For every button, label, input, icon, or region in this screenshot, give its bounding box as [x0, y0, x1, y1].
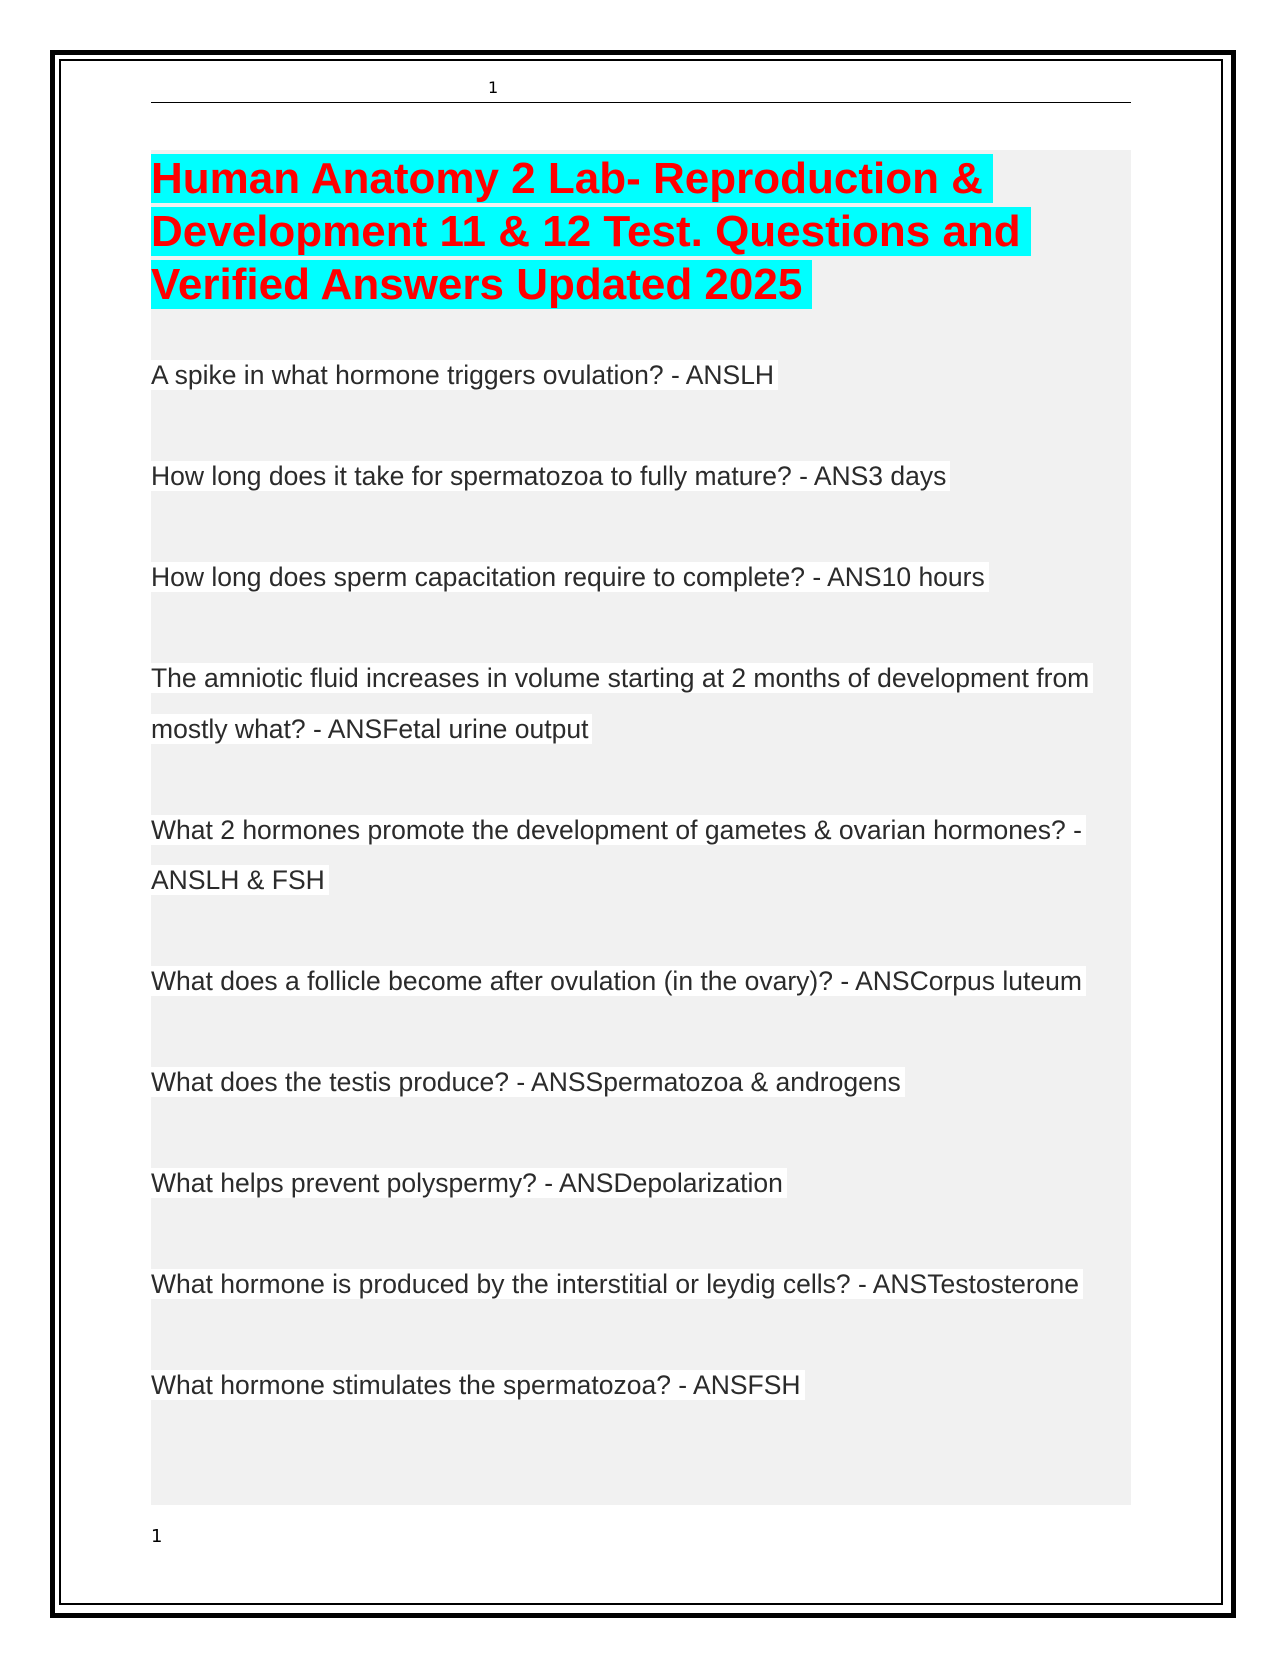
qa-item — [151, 350, 1131, 401]
qa-item — [151, 1057, 1131, 1108]
qa-item-text: What hormone stimulates the spermatozoa? - ANSFSH — [151, 1370, 805, 1400]
qa-item — [151, 805, 1131, 906]
qa-item-text: What does the testis produce? - ANSSpermatozoa & androgens — [151, 1067, 905, 1097]
header-page-number: 1 — [488, 78, 499, 97]
qa-item-text: How long does sperm capacitation require to complete? - ANS10 hours — [151, 562, 989, 592]
qa-list — [151, 350, 1131, 1461]
qa-item — [151, 1158, 1131, 1209]
qa-item-text: The amniotic fluid increases in volume starting at 2 months of development from mostly what? - ANSFetal urine output — [151, 663, 1093, 744]
qa-item — [151, 956, 1131, 1007]
qa-item — [151, 1360, 1131, 1411]
footer-page-number: 1 — [151, 1526, 163, 1547]
header-rule — [151, 102, 1131, 103]
qa-item-text: What hormone is produced by the interstitial or leydig cells? - ANSTestosterone — [151, 1269, 1083, 1299]
qa-item — [151, 552, 1131, 603]
qa-item — [151, 1259, 1131, 1310]
document-title-text: Human Anatomy 2 Lab- Reproduction & Development 11 & 12 Test. Questions and Verified Answers Updated 2025 — [151, 154, 1031, 309]
qa-item-text: A spike in what hormone triggers ovulation? - ANSLH — [151, 360, 778, 390]
qa-item — [151, 653, 1131, 754]
qa-item-text: How long does it take for spermatozoa to fully mature? - ANS3 days — [151, 461, 950, 491]
qa-item — [151, 451, 1131, 502]
qa-item-text: What does a follicle become after ovulation (in the ovary)? - ANSCorpus luteum — [151, 966, 1086, 996]
document-title — [151, 152, 1131, 311]
qa-item-text: What helps prevent polyspermy? - ANSDepolarization — [151, 1168, 787, 1198]
qa-item-text: What 2 hormones promote the development of gametes & ovarian hormones? - ANSLH & FSH — [151, 815, 1086, 896]
